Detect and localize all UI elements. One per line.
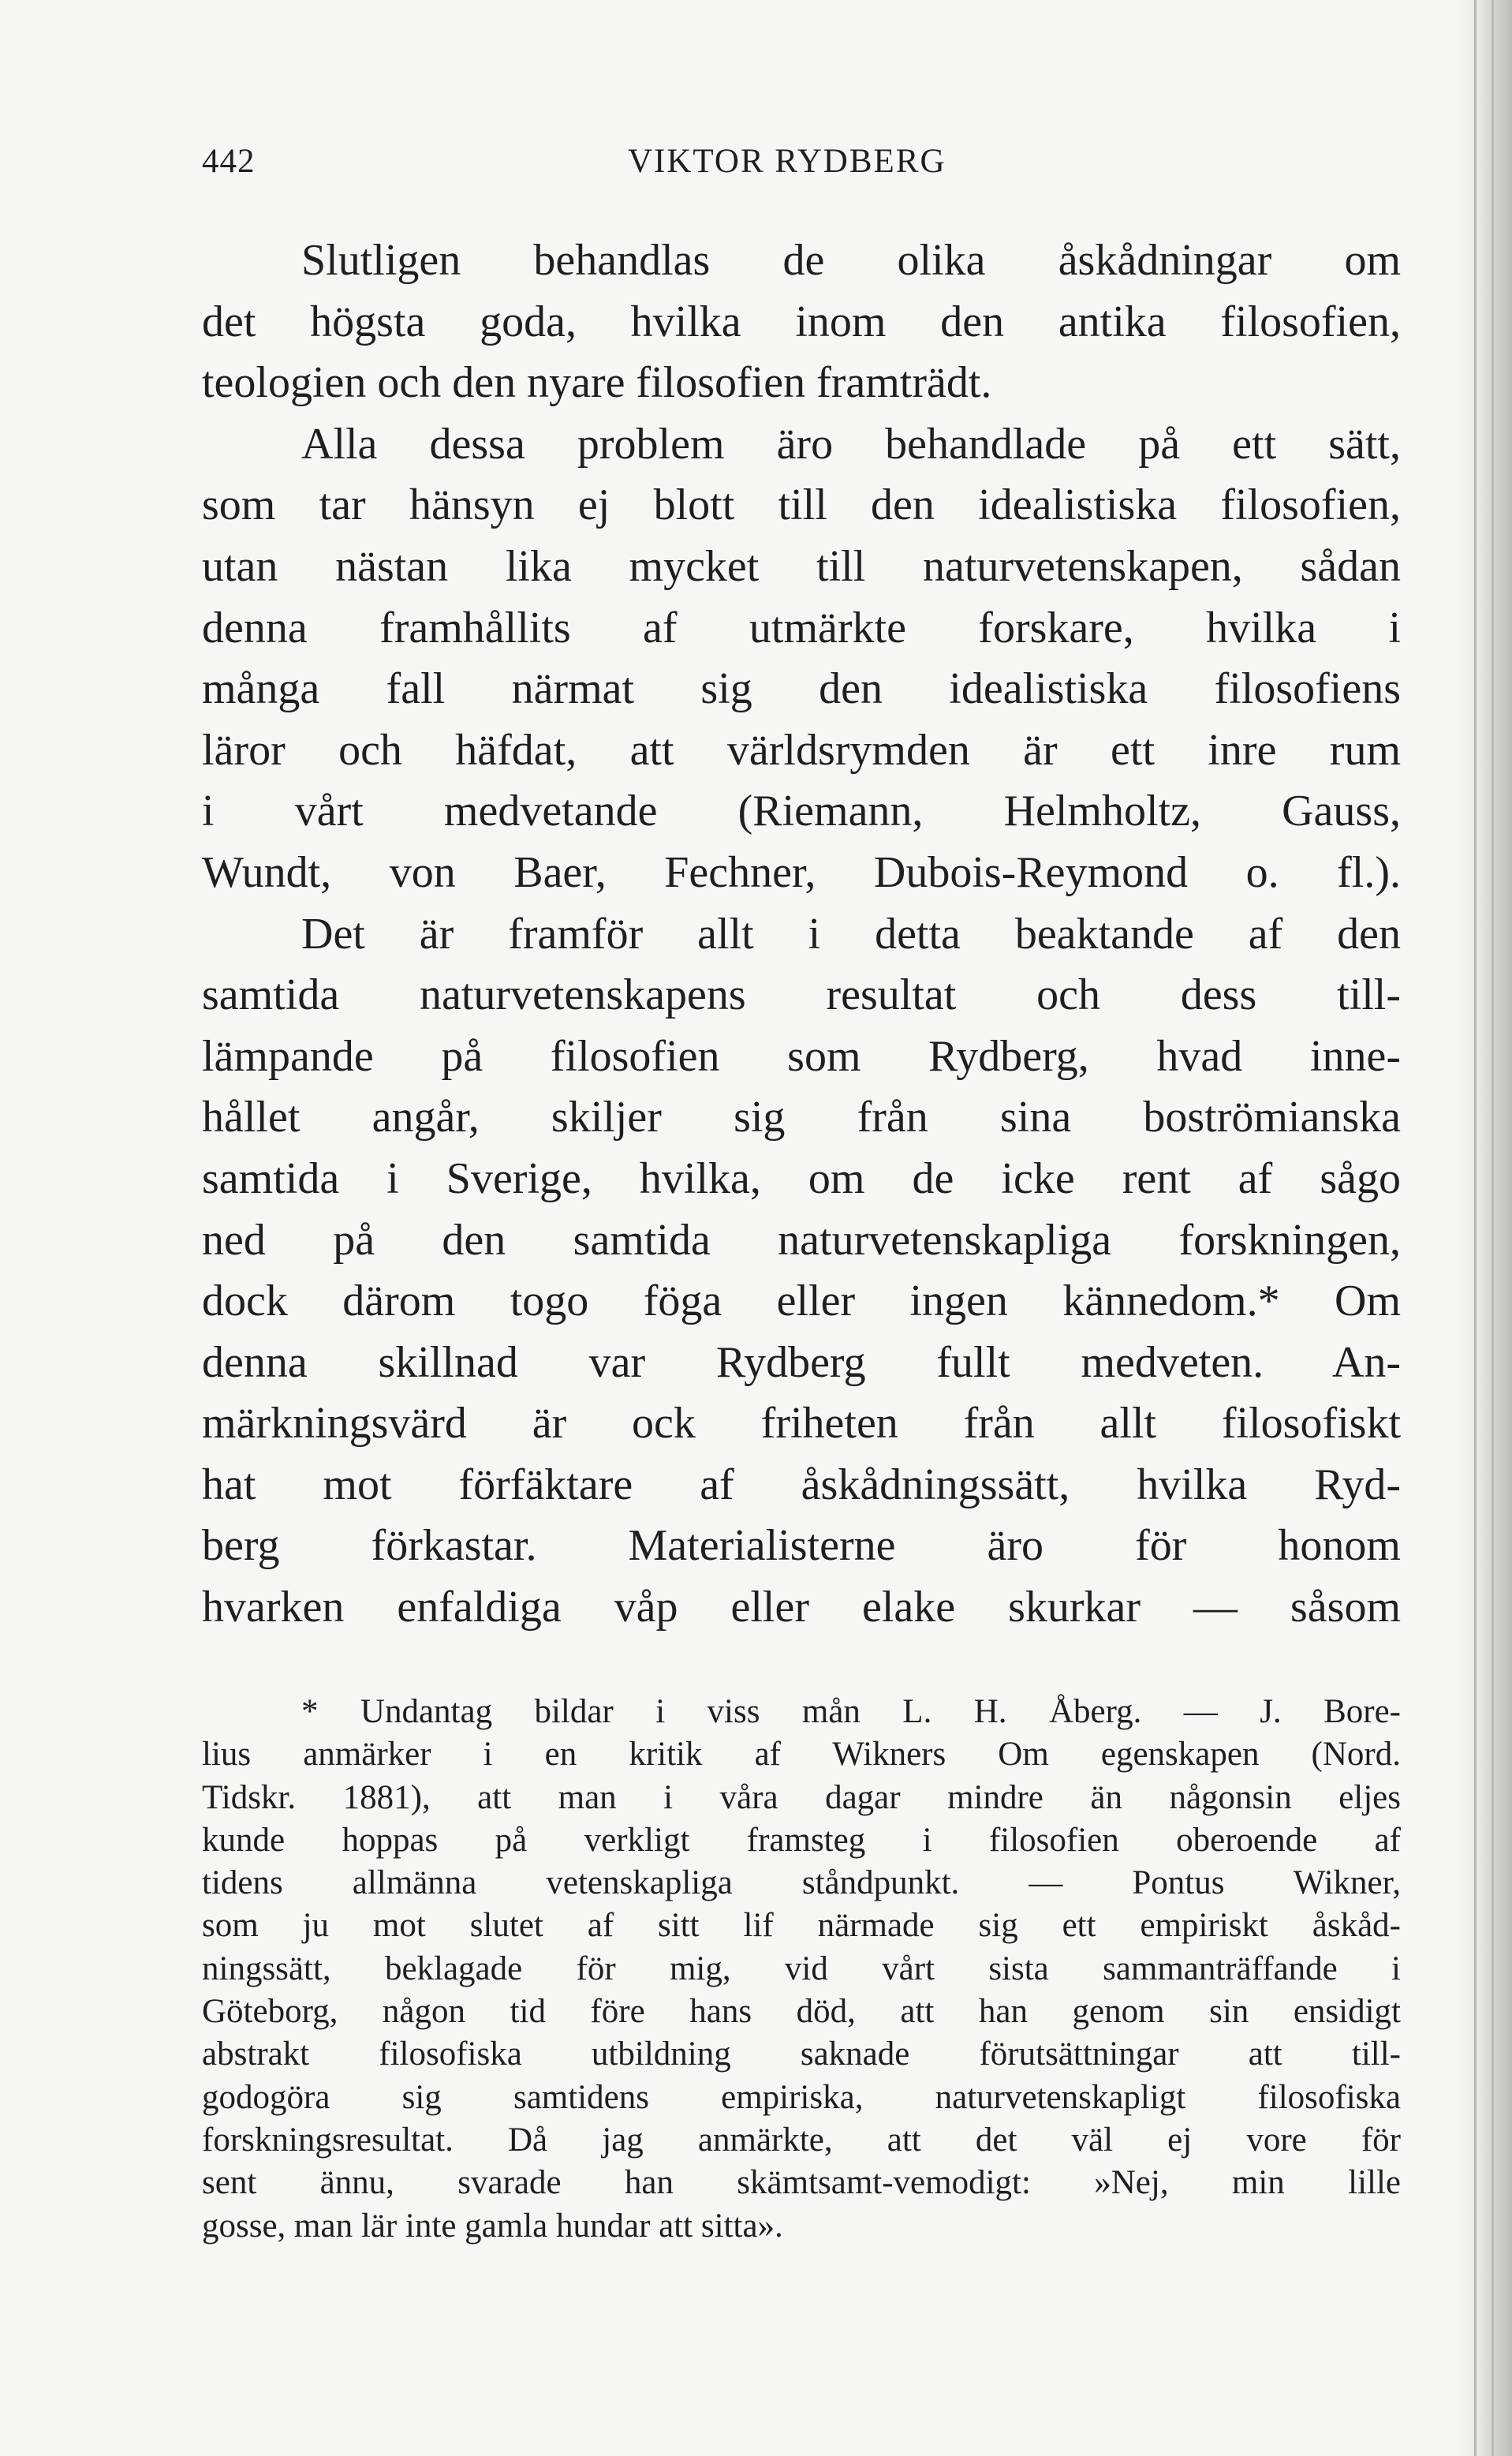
body-line: många fall närmat sig den idealistiska filosofiens [202,664,1401,714]
body-line: utan nästan lika mycket till naturvetenskapen, sådan [202,541,1401,591]
body-line: märkningsvärd är ock friheten från allt filosofiskt [202,1399,1401,1449]
footnote-line: kunde hoppas på verkligt framsteg i filosofien oberoende af [202,1821,1401,1859]
body-line: teologien och den nyare filosofien framträdt. [202,358,992,408]
body-line: Slutligen behandlas de olika åskådningar om [301,236,1401,285]
footnote-line: abstrakt filosofiska utbildning saknade förutsättningar att till- [202,2035,1401,2073]
body-line: hat mot förfäktare af åskådningssätt, hvilka Ryd- [202,1460,1401,1509]
footnote-line: ningssätt, beklagade för mig, vid vårt sista sammanträffande i [202,1949,1401,1987]
footnote-line: forskningsresultat. Då jag anmärkte, att det väl ej vore för [202,2121,1401,2159]
body-line: denna skillnad var Rydberg fullt medveten. An- [202,1337,1401,1387]
body-line: lämpande på filosofien som Rydberg, hvad inne- [202,1031,1401,1081]
body-line: i vårt medvetande (Riemann, Helmholtz, Gauss, [202,787,1401,836]
body-line: samtida i Sverige, hvilka, om de icke rent af sågo [202,1153,1401,1203]
footnote-line: godogöra sig samtidens empiriska, naturvetenskapligt filosofiska [202,2078,1401,2116]
footnote-line: som ju mot slutet af sitt lif närmade sig ett empiriskt åskåd- [202,1907,1401,1945]
running-title: VIKTOR RYDBERG [628,143,946,180]
footnote-line: Göteborg, någon tid före hans död, att han genom sin ensidigt [202,1993,1401,2031]
body-line: dock därom togo föga eller ingen kännedom.* Om [202,1277,1401,1326]
footnote-line: gosse, man lär inte gamla hundar att sitta». [202,2207,783,2245]
body-line: läror och häfdat, att världsrymden är ett inre rum [202,725,1401,775]
body-line: det högsta goda, hvilka inom den antika filosofien, [202,297,1401,346]
body-line: Det är framför allt i detta beaktande af den [301,909,1401,959]
page-number: 442 [202,143,256,180]
body-line: denna framhållits af utmärkte forskare, hvilka i [202,603,1401,652]
footnote-line: * Undantag bildar i viss mån L. H. Åberg. — J. Bore- [301,1693,1401,1730]
gutter-shadow-line [1491,0,1494,2456]
body-line: Wundt, von Baer, Fechner, Dubois-Reymond o. fl.). [202,847,1401,897]
page-gutter-edge [1457,0,1512,2456]
body-line: ned på den samtida naturvetenskapliga forskningen, [202,1215,1401,1265]
footnote-line: tidens allmänna vetenskapliga ståndpunkt. — Pontus Wikner, [202,1864,1401,1902]
body-line: berg förkastar. Materialisterne äro för honom [202,1521,1401,1571]
footnote-line: Tidskr. 1881), att man i våra dagar mindre än någonsin eljes [202,1778,1401,1816]
body-line: samtida naturvetenskapens resultat och dess till- [202,970,1401,1020]
body-line: hvarken enfaldiga våp eller elake skurkar — såsom [202,1583,1401,1632]
body-line: som tar hänsyn ej blott till den idealistiska filosofien, [202,480,1401,530]
body-text [202,230,1401,1639]
gutter-shadow-line [1474,0,1477,2456]
body-line: hållet angår, skiljer sig från sina boströmianska [202,1093,1401,1142]
footnote [202,1691,1401,2248]
body-line: Alla dessa problem äro behandlade på ett sätt, [301,419,1401,469]
running-head [202,142,1401,197]
footnote-line: sent ännu, svarade han skämtsamt-vemodigt: »Nej, min lille [202,2164,1401,2202]
footnote-line: lius anmärker i en kritik af Wikners Om egenskapen (Nord. [202,1736,1401,1774]
